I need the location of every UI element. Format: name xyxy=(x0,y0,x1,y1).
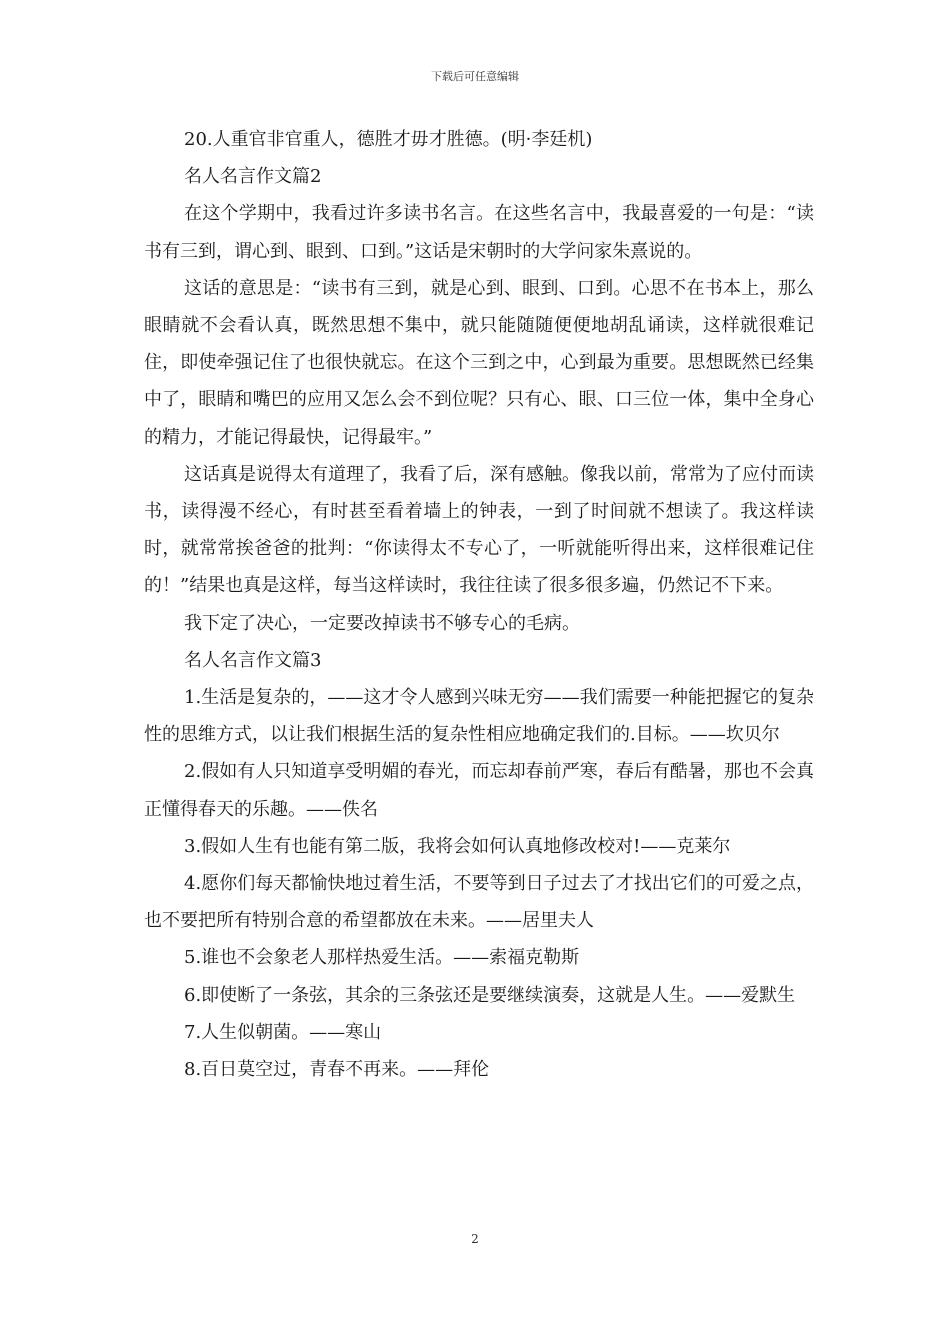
quote-item: 8.百日莫空过，青春不再来。——拜伦 xyxy=(184,1059,490,1081)
paragraph: 这话的意思是：“读书有三到，就是心到、眼到、口到。心思不在书本上，那么眼睛就不会看认真，既然思想不集中，就只能随随便便地胡乱诵读，这样就很难记住，即使牵强记住了也很快就忘。在这个三到之中，心到最为重要。思想既然已经集中了，眼睛和嘴巴的应用又怎么会不到位呢？只有心、眼、口三位一体，集中全身心的精力，才能记得最快，记得最牢。” xyxy=(144,277,814,448)
quote-item: 3.假如人生有也能有第二版，我将会如何认真地修改校对!——克莱尔 xyxy=(184,835,731,857)
quote-item: 7.人生似朝菌。——寒山 xyxy=(184,1021,382,1043)
paragraph: 在这个学期中，我看过许多读书名言。在这些名言中，我最喜爱的一句是：“读书有三到，谓心到、眼到、口到。”这话是宋朝时的大学问家朱熹说的。 xyxy=(144,203,814,262)
paragraph: 20.人重官非官重人，德胜才毋才胜德。(明·李廷机) xyxy=(184,129,593,150)
quote-item: 5.谁也不会象老人那样热爱生活。——索福克勒斯 xyxy=(184,947,580,969)
section-heading: 名人名言作文篇3 xyxy=(184,649,322,671)
paragraph: 我下定了决心，一定要改掉读书不够专心的毛病。 xyxy=(184,612,580,634)
section-heading: 名人名言作文篇2 xyxy=(184,166,322,188)
paragraph: 这话真是说得太有道理了，我看了后，深有感触。像我以前，常常为了应付而读书，读得漫不经心，有时甚至看着墙上的钟表，一到了时间就不想读了。我这样读时，就常常挨爸爸的批判：“你读得太不专心了，一听就能听得出来，这样很难记住的！”结果也真是这样，每当这样读时，我往往读了很多很多遍，仍然记不下来。 xyxy=(144,463,814,597)
document-body xyxy=(144,121,814,1088)
quote-item: 1.生活是复杂的，——这才令人感到兴味无穷——我们需要一种能把握它的复杂性的思维方式，以让我们根据生活的复杂性相应地确定我们的.目标。——坎贝尔 xyxy=(144,687,814,746)
quote-item: 4.愿你们每天都愉快地过着生活，不要等到日子过去了才找出它们的可爱之点，也不要把所有特别合意的希望都放在未来。——居里夫人 xyxy=(144,873,814,932)
page-number: 2 xyxy=(471,1232,479,1246)
quote-item: 6.即使断了一条弦，其余的三条弦还是要继续演奏，这就是人生。——爱默生 xyxy=(184,984,796,1006)
quote-item: 2.假如有人只知道享受明媚的春光，而忘却春前严寒，春后有酷暑，那也不会真正懂得春天的乐趣。——佚名 xyxy=(144,761,814,820)
page-header: 下载后可任意编辑 xyxy=(431,70,519,83)
